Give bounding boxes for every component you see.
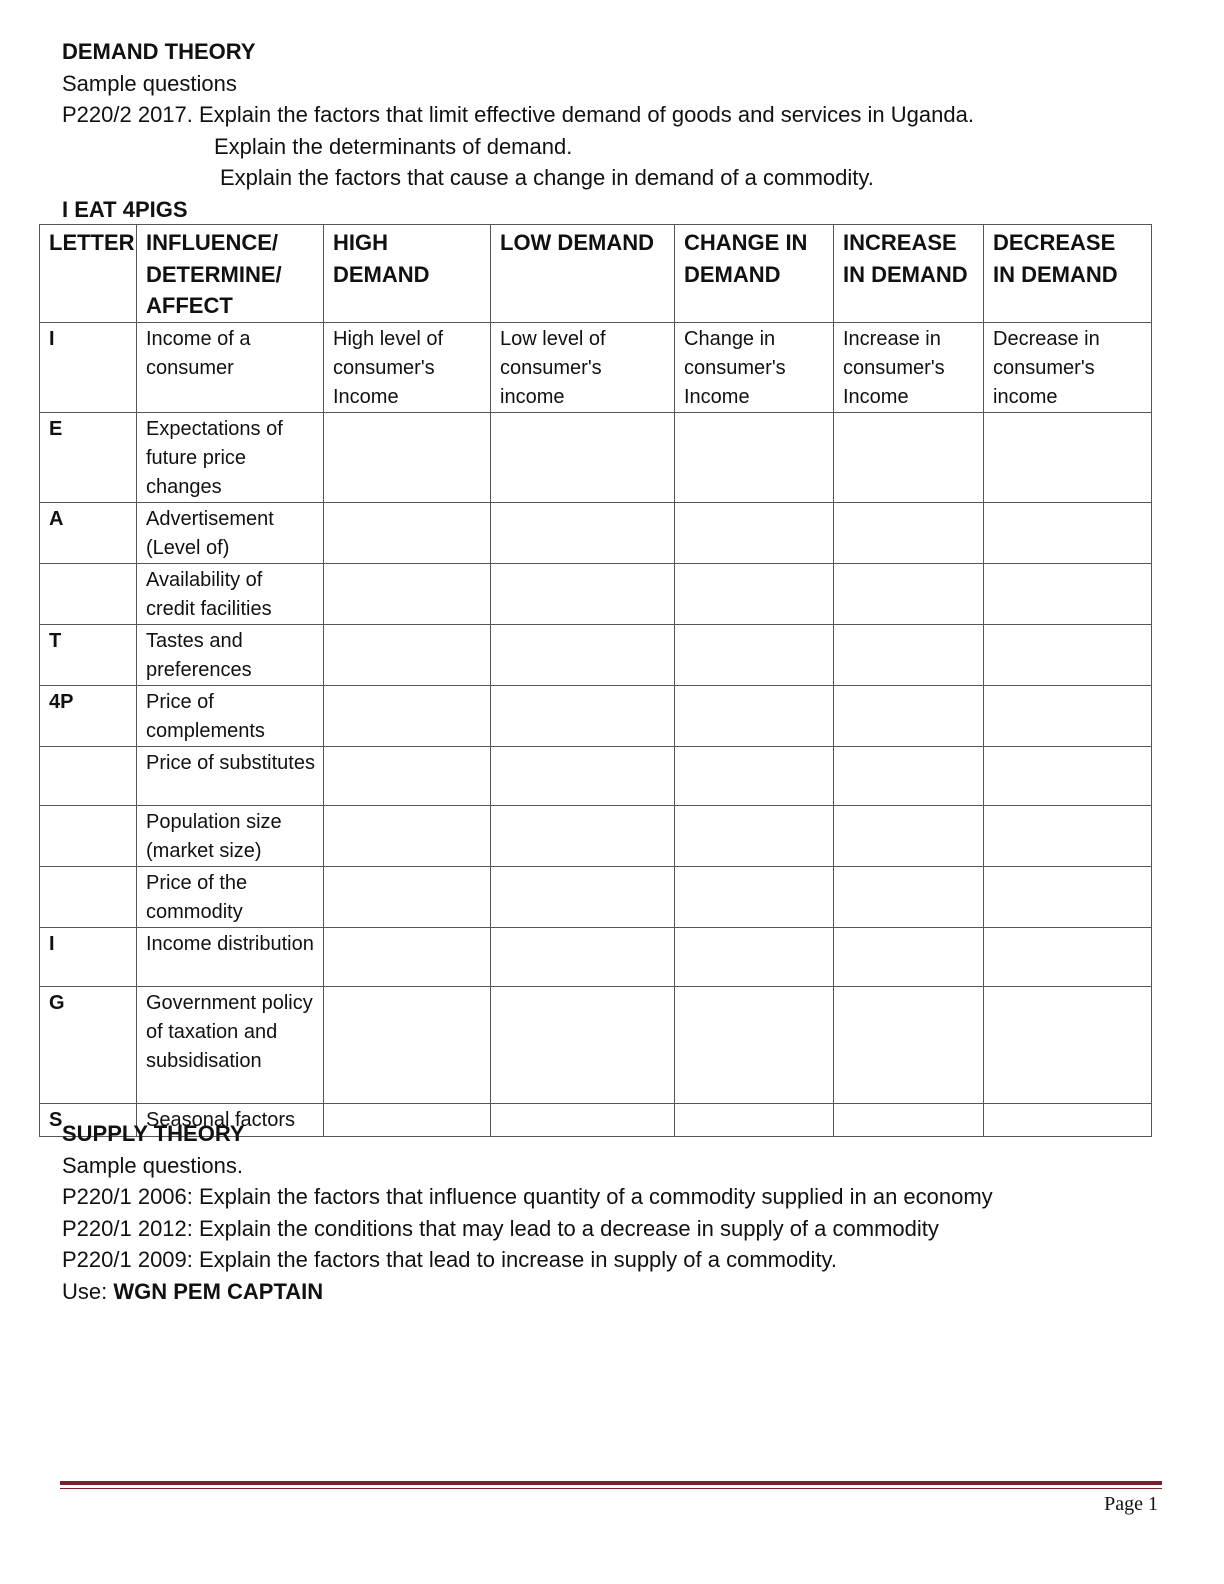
cell-decrease-in-demand	[984, 746, 1152, 805]
table-row	[40, 805, 1152, 866]
demand-question-3: Explain the factors that cause a change in demand of a commodity.	[220, 165, 874, 190]
cell-change-in-demand	[675, 746, 834, 805]
header-decrease-in-demand: DECREASE IN DEMAND	[984, 225, 1152, 323]
demand-determinants-table	[39, 224, 1152, 1137]
cell-decrease-in-demand	[984, 624, 1152, 685]
cell-decrease-in-demand: Decrease in consumer's income	[984, 322, 1152, 412]
cell-letter: I	[40, 322, 137, 412]
header-change-in-demand: CHANGE IN DEMAND	[675, 225, 834, 323]
cell-increase-in-demand	[834, 412, 984, 502]
cell-increase-in-demand	[834, 986, 984, 1103]
cell-influence: Income of a consumer	[137, 322, 324, 412]
supply-question-2: P220/1 2012: Explain the conditions that may lead to a decrease in supply of a commodity	[62, 1215, 939, 1241]
cell-decrease-in-demand	[984, 502, 1152, 563]
cell-increase-in-demand: Increase in consumer's Income	[834, 322, 984, 412]
cell-letter	[40, 805, 137, 866]
cell-high-demand	[324, 624, 491, 685]
cell-change-in-demand	[675, 412, 834, 502]
cell-change-in-demand	[675, 805, 834, 866]
cell-high-demand	[324, 746, 491, 805]
cell-influence: Income distribution	[137, 927, 324, 986]
cell-letter: 4P	[40, 685, 137, 746]
cell-decrease-in-demand	[984, 927, 1152, 986]
supply-question-3: P220/1 2009: Explain the factors that lead to increase in supply of a commodity.	[62, 1247, 837, 1272]
cell-increase-in-demand	[834, 746, 984, 805]
cell-low-demand	[491, 866, 675, 927]
table-row	[40, 412, 1152, 502]
cell-letter: T	[40, 624, 137, 685]
table-row	[40, 746, 1152, 805]
cell-decrease-in-demand	[984, 866, 1152, 927]
table-header-row	[40, 225, 1152, 323]
cell-influence: Population size (market size)	[137, 805, 324, 866]
table-row	[40, 563, 1152, 624]
cell-low-demand	[491, 412, 675, 502]
header-letter: LETTER	[40, 225, 137, 323]
table-row	[40, 866, 1152, 927]
cell-high-demand	[324, 502, 491, 563]
demand-title: DEMAND THEORY	[62, 39, 256, 64]
cell-change-in-demand	[675, 927, 834, 986]
cell-increase-in-demand	[834, 685, 984, 746]
cell-low-demand	[491, 986, 675, 1103]
header-influence: INFLUENCE/ DETERMINE/ AFFECT	[137, 225, 324, 323]
cell-high-demand	[324, 866, 491, 927]
cell-increase-in-demand	[834, 927, 984, 986]
cell-high-demand	[324, 685, 491, 746]
header-low-demand: LOW DEMAND	[491, 225, 675, 323]
cell-high-demand	[324, 805, 491, 866]
cell-letter	[40, 866, 137, 927]
cell-influence: Seasonal factors	[137, 1103, 324, 1136]
cell-low-demand	[491, 746, 675, 805]
cell-influence: Price of substitutes	[137, 746, 324, 805]
demand-section	[62, 36, 974, 225]
cell-low-demand	[491, 927, 675, 986]
cell-decrease-in-demand	[984, 685, 1152, 746]
table-body	[40, 322, 1152, 1136]
cell-change-in-demand	[675, 986, 834, 1103]
cell-change-in-demand	[675, 502, 834, 563]
supply-use-line	[62, 1276, 993, 1308]
cell-increase-in-demand	[834, 866, 984, 927]
supply-section	[62, 1118, 993, 1307]
cell-influence: Expectations of future price changes	[137, 412, 324, 502]
cell-letter: A	[40, 502, 137, 563]
supply-question-1: P220/1 2006: Explain the factors that influence quantity of a commodity supplied in an economy	[62, 1184, 993, 1209]
cell-low-demand: Low level of consumer's income	[491, 322, 675, 412]
cell-decrease-in-demand	[984, 1103, 1152, 1136]
cell-decrease-in-demand	[984, 805, 1152, 866]
cell-letter: G	[40, 986, 137, 1103]
demand-question-1: P220/2 2017. Explain the factors that limit effective demand of goods and services in Uganda.	[62, 102, 974, 127]
cell-change-in-demand	[675, 563, 834, 624]
page-number: Page 1	[1104, 1493, 1158, 1515]
cell-letter	[40, 563, 137, 624]
cell-influence: Availability of credit facilities	[137, 563, 324, 624]
demand-mnemonic: I EAT 4PIGS	[62, 196, 188, 222]
table-row	[40, 322, 1152, 412]
cell-increase-in-demand	[834, 805, 984, 866]
table-row	[40, 927, 1152, 986]
cell-influence: Price of the commodity	[137, 866, 324, 927]
table-row	[40, 685, 1152, 746]
cell-decrease-in-demand	[984, 412, 1152, 502]
cell-high-demand	[324, 986, 491, 1103]
supply-use-label: Use:	[62, 1278, 114, 1304]
header-high-demand: HIGH DEMAND	[324, 225, 491, 323]
cell-decrease-in-demand	[984, 563, 1152, 624]
cell-increase-in-demand	[834, 502, 984, 563]
table-row	[40, 624, 1152, 685]
cell-low-demand	[491, 563, 675, 624]
table-row	[40, 502, 1152, 563]
cell-change-in-demand	[675, 624, 834, 685]
cell-low-demand	[491, 502, 675, 563]
cell-letter: E	[40, 412, 137, 502]
demand-sample-label: Sample questions	[62, 70, 237, 96]
footer-rule-thin	[60, 1488, 1162, 1489]
cell-high-demand: High level of consumer's Income	[324, 322, 491, 412]
footer-rule-thick	[60, 1481, 1162, 1485]
supply-sample-label: Sample questions.	[62, 1152, 243, 1178]
cell-low-demand	[491, 805, 675, 866]
supply-title: SUPPLY THEORY	[62, 1121, 245, 1146]
header-increase-in-demand: INCREASE IN DEMAND	[834, 225, 984, 323]
cell-low-demand	[491, 685, 675, 746]
table-row	[40, 986, 1152, 1103]
demand-question-2: Explain the determinants of demand.	[214, 133, 573, 159]
cell-change-in-demand	[675, 866, 834, 927]
cell-influence: Advertisement (Level of)	[137, 502, 324, 563]
cell-change-in-demand	[675, 685, 834, 746]
cell-letter: I	[40, 927, 137, 986]
cell-influence: Government policy of taxation and subsidisation	[137, 986, 324, 1103]
cell-high-demand	[324, 412, 491, 502]
cell-letter	[40, 746, 137, 805]
cell-influence: Price of complements	[137, 685, 324, 746]
cell-low-demand	[491, 624, 675, 685]
cell-increase-in-demand	[834, 563, 984, 624]
supply-use-mnemonic: WGN PEM CAPTAIN	[113, 1278, 324, 1304]
cell-change-in-demand: Change in consumer's Income	[675, 322, 834, 412]
cell-letter: S	[40, 1103, 137, 1136]
cell-increase-in-demand	[834, 624, 984, 685]
cell-influence: Tastes and preferences	[137, 624, 324, 685]
cell-decrease-in-demand	[984, 986, 1152, 1103]
cell-high-demand	[324, 563, 491, 624]
cell-high-demand	[324, 927, 491, 986]
